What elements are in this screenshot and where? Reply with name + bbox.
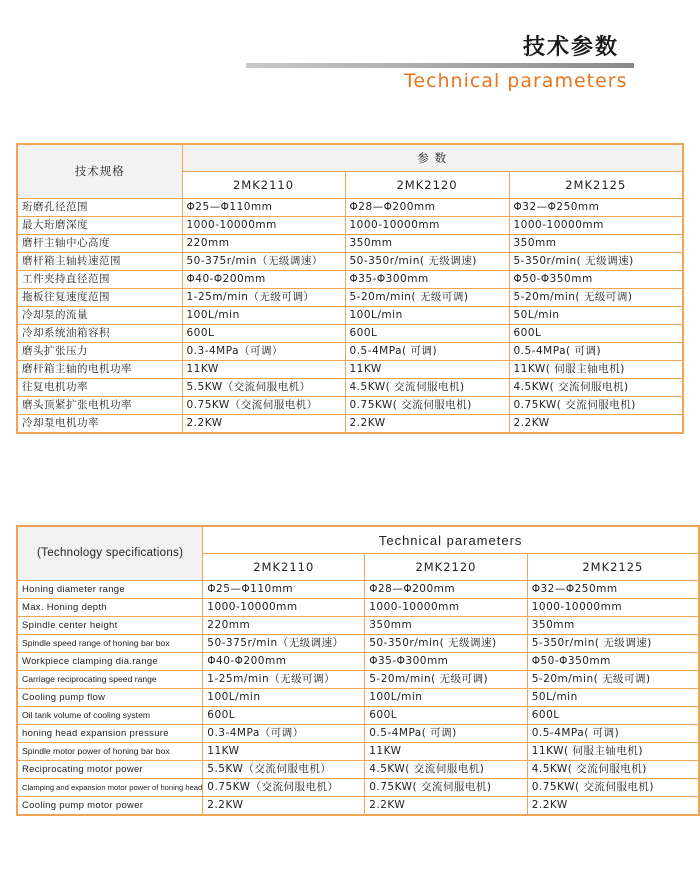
table-row: [17, 599, 699, 617]
row-label: Spindle motor power of honing bar box: [17, 743, 203, 761]
row-value: 0.75KW( 交流伺服电机): [345, 397, 509, 415]
row-value: 50L/min: [527, 689, 699, 707]
row-value: 11KW( 伺服主轴电机): [527, 743, 699, 761]
model-header: 2MK2125: [527, 554, 699, 581]
table-row: [17, 199, 683, 217]
row-value: 50L/min: [509, 307, 683, 325]
table-row: [17, 343, 683, 361]
table-row: [17, 797, 699, 816]
row-value: 2.2KW: [509, 415, 683, 434]
row-label: Cooling pump motor power: [17, 797, 203, 816]
row-value: 1000-10000mm: [527, 599, 699, 617]
row-value: 0.3-4MPa（可调）: [203, 725, 365, 743]
table-row: [17, 217, 683, 235]
model-header: 2MK2120: [365, 554, 527, 581]
row-label: 磨杆箱主轴转速范围: [17, 253, 182, 271]
row-label: 冷却泵的流量: [17, 307, 182, 325]
row-value: 11KW: [365, 743, 527, 761]
row-label: 珩磨孔径范围: [17, 199, 182, 217]
row-value: 50-350r/min( 无级调速): [365, 635, 527, 653]
table-row: [17, 415, 683, 434]
row-value: Φ28—Φ200mm: [365, 581, 527, 599]
row-value: Φ50-Φ350mm: [527, 653, 699, 671]
row-value: Φ25—Φ110mm: [203, 581, 365, 599]
row-value: 100L/min: [203, 689, 365, 707]
row-value: 1000-10000mm: [345, 217, 509, 235]
table-row: [17, 289, 683, 307]
table-row: [17, 379, 683, 397]
page-title: 技术参数: [523, 35, 620, 60]
title-divider: [246, 63, 634, 68]
row-label: 冷却泵电机功率: [17, 415, 182, 434]
page-subtitle: Technical parameters: [404, 70, 628, 92]
row-value: 1-25m/min（无级可调）: [182, 289, 345, 307]
row-value: 11KW: [203, 743, 365, 761]
row-label: 拖板往复速度范围: [17, 289, 182, 307]
table-row: [17, 761, 699, 779]
table-row: [17, 779, 699, 797]
row-value: 2.2KW: [527, 797, 699, 816]
row-value: 100L/min: [345, 307, 509, 325]
row-value: 220mm: [203, 617, 365, 635]
row-label: Workpiece clamping dia.range: [17, 653, 203, 671]
row-value: 4.5KW( 交流伺服电机): [527, 761, 699, 779]
row-label: Cooling pump flow: [17, 689, 203, 707]
table-row: [17, 689, 699, 707]
row-value: 220mm: [182, 235, 345, 253]
row-value: 5.5KW（交流伺服电机）: [203, 761, 365, 779]
row-value: 5-20m/min( 无级可调): [509, 289, 683, 307]
row-value: Φ28—Φ200mm: [345, 199, 509, 217]
row-label: Reciprocating motor power: [17, 761, 203, 779]
row-label: Clamping and expansion motor power of honing head: [17, 779, 203, 797]
row-label: honing head expansion pressure: [17, 725, 203, 743]
row-label: 磨杆主轴中心高度: [17, 235, 182, 253]
model-header: 2MK2120: [345, 172, 509, 199]
table-row: [17, 743, 699, 761]
row-value: 50-375r/min（无级调速）: [203, 635, 365, 653]
row-value: 1000-10000mm: [365, 599, 527, 617]
row-label: 工件夹持直径范围: [17, 271, 182, 289]
table-row: [17, 617, 699, 635]
row-label: 磨头扩张压力: [17, 343, 182, 361]
row-value: Φ40-Φ200mm: [182, 271, 345, 289]
row-value: 0.75KW（交流伺服电机）: [182, 397, 345, 415]
table-row: [17, 253, 683, 271]
table-row: [17, 325, 683, 343]
row-value: Φ40-Φ200mm: [203, 653, 365, 671]
row-value: 600L: [509, 325, 683, 343]
table-row: [17, 635, 699, 653]
row-value: 350mm: [509, 235, 683, 253]
row-label: 磨杆箱主轴的电机功率: [17, 361, 182, 379]
table-row: [17, 271, 683, 289]
row-label: Honing diameter range: [17, 581, 203, 599]
row-value: 350mm: [365, 617, 527, 635]
row-label: Spindle center height: [17, 617, 203, 635]
row-value: 1000-10000mm: [203, 599, 365, 617]
table-en-body: [17, 526, 699, 815]
row-value: 4.5KW( 交流伺服电机): [345, 379, 509, 397]
row-value: 0.75KW（交流伺服电机）: [203, 779, 365, 797]
row-value: 5-20m/min( 无级可调): [365, 671, 527, 689]
row-value: 5-350r/min( 无级调速): [509, 253, 683, 271]
row-value: 4.5KW( 交流伺服电机): [365, 761, 527, 779]
row-value: 11KW: [345, 361, 509, 379]
row-value: Φ50-Φ350mm: [509, 271, 683, 289]
table-row: [17, 235, 683, 253]
row-value: 5-20m/min( 无级可调): [345, 289, 509, 307]
params-header: Technical parameters: [203, 526, 699, 554]
row-value: 1-25m/min（无级可调）: [203, 671, 365, 689]
row-value: 0.75KW( 交流伺服电机): [509, 397, 683, 415]
row-value: 100L/min: [365, 689, 527, 707]
row-value: 600L: [203, 707, 365, 725]
row-value: 5-20m/min( 无级可调): [527, 671, 699, 689]
row-value: 11KW: [182, 361, 345, 379]
row-value: 0.5-4MPa( 可调): [345, 343, 509, 361]
table-row: [17, 361, 683, 379]
model-header: 2MK2110: [203, 554, 365, 581]
table-row: [17, 707, 699, 725]
row-value: Φ32—Φ250mm: [509, 199, 683, 217]
table-row: [17, 581, 699, 599]
row-value: 350mm: [527, 617, 699, 635]
row-value: 600L: [345, 325, 509, 343]
row-value: 600L: [182, 325, 345, 343]
row-value: 2.2KW: [182, 415, 345, 434]
row-label: Oil tank volume of cooling system: [17, 707, 203, 725]
spec-header: (Technology specifications): [17, 526, 203, 581]
row-value: 5.5KW（交流伺服电机）: [182, 379, 345, 397]
params-header: 参 数: [182, 144, 683, 172]
row-value: 350mm: [345, 235, 509, 253]
row-value: 600L: [527, 707, 699, 725]
row-value: Φ32—Φ250mm: [527, 581, 699, 599]
table-row: [17, 671, 699, 689]
row-value: Φ35-Φ300mm: [365, 653, 527, 671]
params-table-en: [16, 525, 700, 816]
row-value: 11KW( 伺服主轴电机): [509, 361, 683, 379]
row-value: 0.75KW( 交流伺服电机): [527, 779, 699, 797]
row-value: 2.2KW: [365, 797, 527, 816]
row-label: Spindle speed range of honing bar box: [17, 635, 203, 653]
row-value: 100L/min: [182, 307, 345, 325]
table-row: [17, 307, 683, 325]
row-label: 最大珩磨深度: [17, 217, 182, 235]
table-row: [17, 397, 683, 415]
row-value: Φ35-Φ300mm: [345, 271, 509, 289]
spec-header: 技术规格: [17, 144, 182, 199]
model-header: 2MK2110: [182, 172, 345, 199]
row-label: 磨头顶紧扩张电机功率: [17, 397, 182, 415]
row-value: 0.75KW( 交流伺服电机): [365, 779, 527, 797]
row-value: 600L: [365, 707, 527, 725]
row-value: 2.2KW: [203, 797, 365, 816]
row-value: 50-350r/min( 无级调速): [345, 253, 509, 271]
table-row: [17, 725, 699, 743]
row-value: 50-375r/min（无级调速）: [182, 253, 345, 271]
table-cn-body: [17, 144, 683, 433]
row-value: 1000-10000mm: [182, 217, 345, 235]
row-value: 2.2KW: [345, 415, 509, 434]
row-label: Max. Honing depth: [17, 599, 203, 617]
row-value: 0.5-4MPa( 可调): [365, 725, 527, 743]
model-header: 2MK2125: [509, 172, 683, 199]
row-value: 5-350r/min( 无级调速): [527, 635, 699, 653]
params-table-cn: [16, 143, 684, 434]
row-label: 冷却系统油箱容积: [17, 325, 182, 343]
row-value: 0.5-4MPa( 可调): [509, 343, 683, 361]
row-label: 往复电机功率: [17, 379, 182, 397]
row-value: 4.5KW( 交流伺服电机): [509, 379, 683, 397]
table-row: [17, 653, 699, 671]
row-label: Carriage reciprocating speed range: [17, 671, 203, 689]
row-value: 0.3-4MPa（可调）: [182, 343, 345, 361]
row-value: 0.5-4MPa( 可调): [527, 725, 699, 743]
row-value: 1000-10000mm: [509, 217, 683, 235]
row-value: Φ25—Φ110mm: [182, 199, 345, 217]
